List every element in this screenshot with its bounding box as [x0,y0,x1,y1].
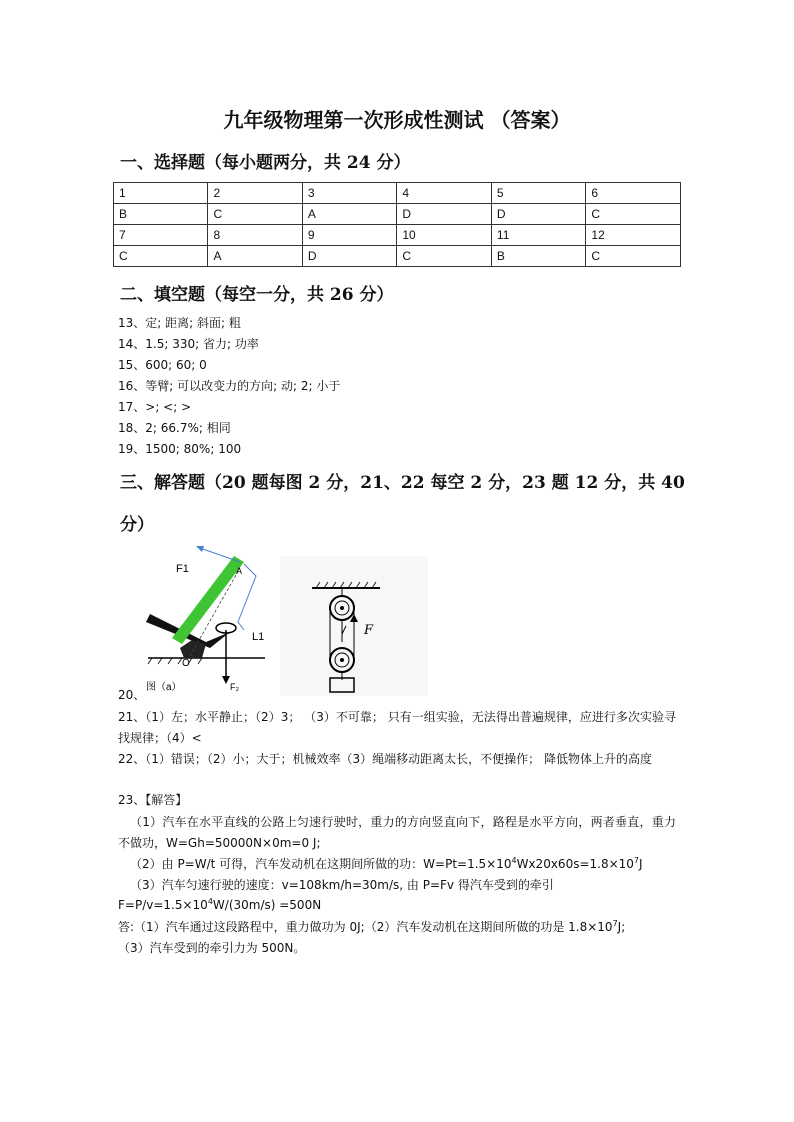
q23-part2-text: Wx20x60s=1.8×10 [516,857,634,871]
answer-line-14: 14、1.5; 330; 省力; 功率 [118,337,259,351]
q21-answer: 21、（1）左；水平静止；（2）3； （3）不可靠； 只有一组实验，无法得出普遍规律，应进行多次实验寻找规律；（4）< [118,710,676,745]
table-row [114,204,681,225]
section3-heading-cont: 分） [120,515,154,535]
table-cell: 9 [302,225,396,246]
l1-label: L1 [252,631,265,643]
q23-part2-text: J [639,857,643,871]
table-cell: 12 [586,225,681,246]
q23-part3-text: F=P/v=1.5×10 [118,898,208,912]
a-label: A [236,566,243,576]
answer-line-17: 17、>; <; > [118,400,192,414]
section1-heading: 一、选择题（每小题两分，共 24 分） [120,153,411,173]
pulley-diagram [280,556,428,696]
table-cell: 5 [491,183,586,204]
table-row [114,183,681,204]
table-cell: 10 [397,225,492,246]
q23-part3-text: W/(30m/s) =500N [212,898,322,912]
table-cell: 1 [114,183,208,204]
q20-label: 20、 [118,688,146,702]
table-cell: 11 [491,225,586,246]
table-cell: D [491,204,586,225]
table-cell: 2 [208,183,302,204]
q23-part3: （3）汽车匀速行驶的速度：v=108km/h=30m/s, 由 P=Fv 得汽车受到的牵引 [130,878,554,892]
superscript: 7 [612,919,618,928]
f2-label: F₂ [230,682,239,692]
table-cell: D [397,204,492,225]
table-cell: B [491,246,586,267]
q23-answer-2: （3）汽车受到的牵引力为 500N。 [118,941,306,955]
table-cell: C [586,204,681,225]
answer-line-18: 18、2; 66.7%; 相同 [118,421,231,435]
section3-heading: 三、解答题（20 题每图 2 分，21、22 每空 2 分，23 题 12 分，共 40 [120,473,685,493]
table-cell: A [208,246,302,267]
superscript: 4 [511,856,517,865]
q22-answer: 22、（1）错误；（2）小；大于；机械效率（3）绳端移动距离太长，不便操作； 降低物体上升的高度 [118,752,652,766]
o-label: O [182,658,190,669]
table-cell: C [114,246,208,267]
q23-heading: 23、【解答】 [118,793,188,807]
table-cell: A [302,204,396,225]
answer-line-13: 13、定; 距离; 斜面; 粗 [118,316,241,330]
q23-part1: （1）汽车在水平直线的公路上匀速行驶时，重力的方向竖直向下，路程是水平方向，两者垂直，重力不做功，W=Gh=50000N×0m=0 J; [118,815,676,850]
answer-line-16: 16、等臂; 可以改变力的方向; 动; 2; 小于 [118,379,341,393]
q23-answer-text: 答:（1）汽车通过这段路程中，重力做功为 0J;（2）汽车发动机在这期间所做的功是 1.8×10 [118,920,613,934]
q23-part2 [130,855,643,872]
table-cell: 4 [397,183,492,204]
q23-part3-formula [118,897,321,912]
q23-part2-text: （2）由 P=W/t 可得，汽车发动机在这期间所做的功：W=Pt=1.5×10 [130,857,512,871]
fig-a-caption: 图（a） [146,682,182,693]
table-cell: B [114,204,208,225]
answer-line-15: 15、600; 60; 0 [118,358,207,372]
page-title: 九年级物理第一次形成性测试 （答案） [223,108,571,132]
table-cell: 3 [302,183,396,204]
lever-diagram [140,540,270,695]
table-cell: C [397,246,492,267]
q23-answer-1 [118,918,625,935]
table-row [114,246,681,267]
table-cell: D [302,246,396,267]
table-row [114,225,681,246]
answer-line-19: 19、1500; 80%; 100 [118,442,242,456]
f1-label: F1 [176,563,189,575]
table-cell: 8 [208,225,302,246]
table-cell: 7 [114,225,208,246]
q23-answer-text: J; [617,920,626,934]
answer-table [113,182,681,267]
section2-heading: 二、填空题（每空一分，共 26 分） [120,285,394,305]
table-cell: C [586,246,681,267]
f-label: F [364,623,374,638]
superscript: 4 [207,897,213,906]
table-cell: C [208,204,302,225]
superscript: 7 [633,856,640,865]
table-cell: 6 [586,183,681,204]
